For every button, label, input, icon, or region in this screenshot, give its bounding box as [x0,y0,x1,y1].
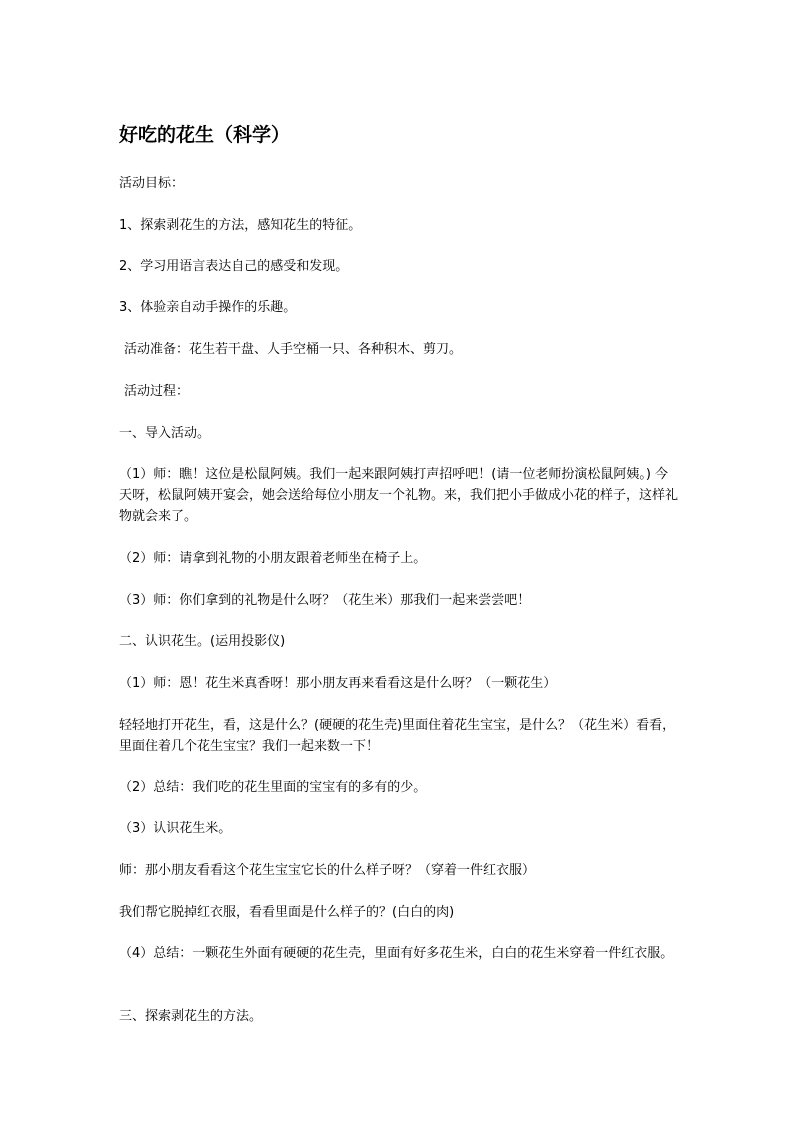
paragraph-preparation: 活动准备：花生若干盘、人手空桶一只、各种积木、剪刀。 [124,342,463,357]
paragraph-2-3: （3）认识花生米。 [119,821,232,836]
paragraph-section-2: 二、认识花生。(运用投影仪) [119,634,286,649]
document-title: 好吃的花生（科学） [119,124,291,146]
paragraph-section-1: 一、导入活动。 [119,426,211,441]
paragraph-goals-heading: 活动目标： [119,176,185,191]
paragraph-1-3: （3）师：你们拿到的礼物是什么呀？（花生米）那我们一起来尝尝吧！ [119,593,531,608]
paragraph-2-4: （4）总结：一颗花生外面有硬硬的花生壳，里面有好多花生米，白白的花生米穿着一件红衣服。 [119,946,674,961]
paragraph-goal-1: 1、探索剥花生的方法，感知花生的特征。 [119,218,362,233]
paragraph-2-1: （1）师：恩！花生米真香呀！那小朋友再来看看这是什么呀？（一颗花生） [119,676,557,691]
paragraph-goal-2: 2、学习用语言表达自己的感受和发现。 [119,259,349,274]
paragraph-section-3: 三、探索剥花生的方法。 [119,1009,263,1024]
paragraph-process-heading: 活动过程： [124,384,190,399]
paragraph-2-2: （2）总结：我们吃的花生里面的宝宝有的多有的少。 [119,780,427,795]
paragraph-1-2: （2）师：请拿到礼物的小朋友跟着老师坐在椅子上。 [119,551,427,566]
paragraph-2-1-detail: 轻轻地打开花生，看，这是什么？(硬硬的花生壳)里面住着花生宝宝，是什么？（花生米）看看，里面住着几个花生宝宝？我们一起来数一下！ [119,718,676,754]
paragraph-goal-3: 3、体验亲自动手操作的乐趣。 [119,300,297,315]
paragraph-2-3-question: 师：那小朋友看看这个花生宝宝它长的什么样子呀？（穿着一件红衣服） [119,863,536,878]
paragraph-1-1: （1）师：瞧！这位是松鼠阿姨。我们一起来跟阿姨打声招呼吧！(请一位老师扮演松鼠阿姨。) 今天呀，松鼠阿姨开宴会，她会送给每位小朋友一个礼物。来，我们把小手做成小花的样子，这样礼物就会来了。 [119,467,679,524]
paragraph-2-3-answer: 我们帮它脱掉红衣服，看看里面是什么样子的？(白白的肉) [119,905,455,920]
